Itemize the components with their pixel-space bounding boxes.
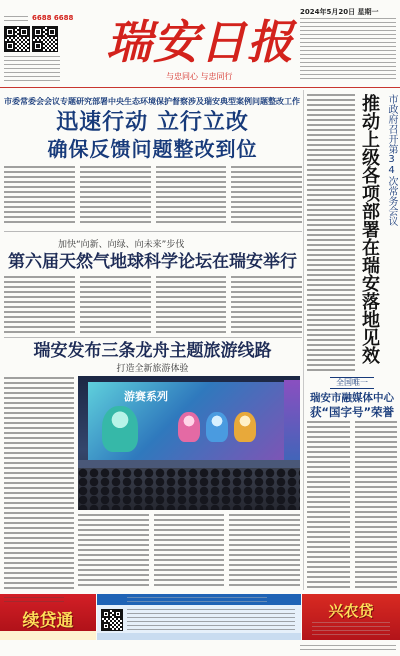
ad-middle-qr-code	[101, 609, 123, 631]
dragon-mascot-2	[178, 412, 200, 442]
issue-info	[300, 18, 396, 80]
tourism-body-left	[4, 377, 74, 589]
tourism-headline: 瑞安发布三条龙舟主题旅游线路	[33, 341, 272, 361]
section-rule-1	[4, 231, 302, 232]
masthead-logo: 瑞安日报	[106, 15, 294, 69]
dragon-mascot-4	[234, 412, 256, 442]
media-body-text	[307, 421, 397, 589]
lead-headline-line1: 迅速行动 立行立改	[56, 110, 249, 135]
dragon-mascot-3	[206, 412, 228, 442]
header-left-label	[4, 16, 28, 22]
page-footer-credits	[300, 645, 396, 652]
dragon-mascot-1	[102, 406, 138, 452]
right-column-divider	[303, 90, 304, 590]
tourism-body-bottom	[78, 514, 300, 589]
lead-headline-line2: 确保反馈问题整改到位	[47, 137, 258, 161]
ad-middle-banner-text	[127, 597, 267, 602]
lead-overline: 市委常委会会议专题研究部署中央生态环境保护督察涉及瑞安典型案例问题整改工作	[4, 97, 300, 106]
header-left-index	[4, 56, 60, 84]
audience	[78, 468, 300, 510]
stage-screen	[88, 382, 284, 460]
ad-right	[302, 594, 400, 640]
ad-middle-text	[127, 609, 295, 631]
hotline-number: 6688 6688	[32, 14, 74, 22]
forum-headline: 第六届天然气地球科学论坛在瑞安举行	[8, 252, 297, 272]
header	[0, 0, 400, 88]
qr-code-2	[32, 26, 58, 52]
side-body-text	[307, 94, 355, 372]
ad-middle	[97, 594, 301, 640]
ad-right-title: 兴农贷	[328, 602, 374, 620]
ad-left-strip	[0, 631, 96, 640]
tourism-photo	[78, 376, 300, 510]
forum-overline: 加快“向新、向绿、向未来”步伐	[58, 240, 185, 250]
media-headline-line1: 瑞安市融媒体中心	[310, 392, 394, 404]
tourism-subheadline: 打造全新旅游体验	[116, 364, 189, 374]
screen-title: 游赛系列	[124, 390, 168, 403]
media-headline-line2: 获“国字号”荣誉	[309, 405, 395, 419]
section-rule-2	[4, 337, 302, 338]
ad-middle-footer	[97, 633, 301, 640]
media-badge: 全国唯一	[330, 377, 374, 389]
side-headline: 推动上级各项部署在瑞安落地见效	[359, 94, 380, 364]
ad-left	[0, 594, 96, 640]
side-kicker: 市政府召开第34次常务会议	[386, 94, 397, 226]
ad-right-text	[312, 622, 390, 636]
ad-left-header	[4, 597, 64, 602]
lead-body-text	[4, 166, 302, 226]
forum-body-text	[4, 276, 302, 334]
stage-floor	[78, 460, 300, 468]
stage-side-banner	[284, 380, 300, 466]
ad-left-title: 续贷通	[22, 611, 74, 631]
issue-date: 2024年5月20日 星期一	[300, 8, 379, 16]
qr-code-1	[4, 26, 30, 52]
masthead-slogan: 与忠同心 与忠同行	[166, 72, 233, 81]
header-rule	[0, 87, 400, 88]
